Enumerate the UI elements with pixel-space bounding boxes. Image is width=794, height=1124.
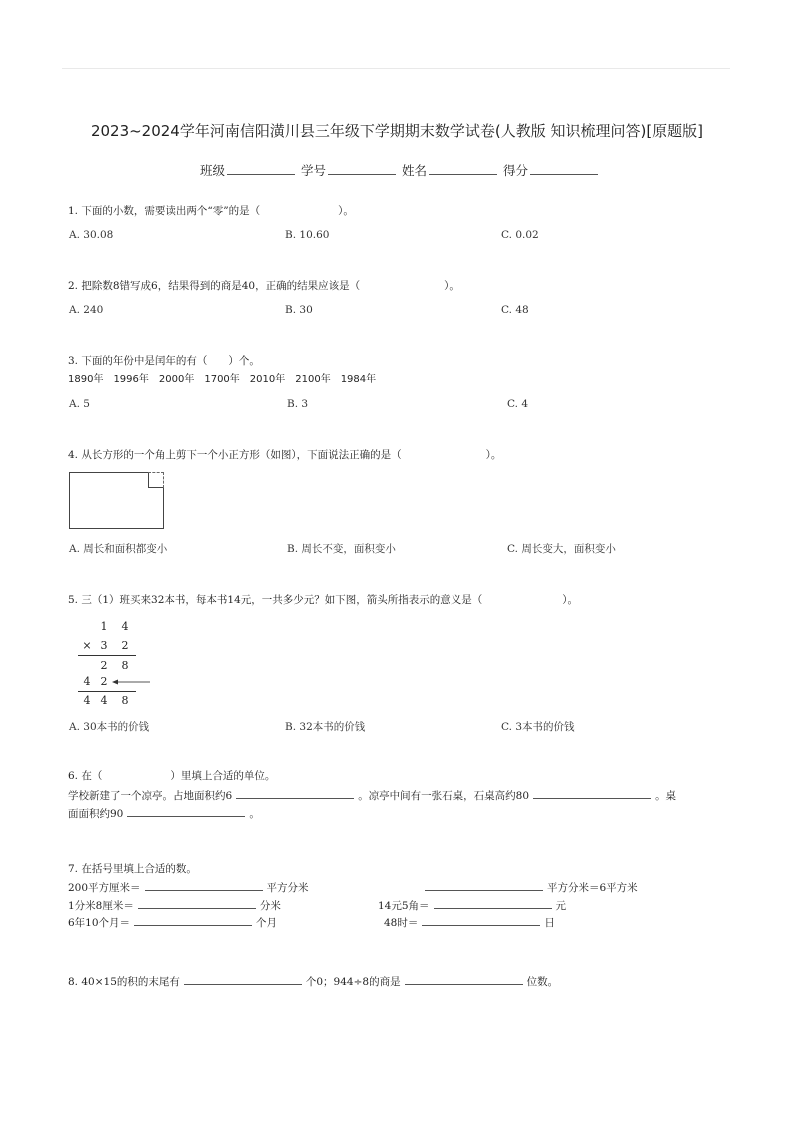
q4-option-b[interactable]: B. 周长不变，面积变小 (287, 543, 396, 555)
top-divider (62, 68, 730, 69)
arrow-icon (112, 678, 152, 686)
q7-blank-5[interactable] (134, 915, 252, 926)
q6-text-5: 。 (249, 808, 260, 820)
question-2-stem: 2. 把除数8错写成6，结果得到的商是40，正确的结果应该是（ (68, 280, 361, 292)
class-label: 班级 (200, 163, 226, 178)
q6-text-2: 。凉亭中间有一张石桌，石桌高约80 (358, 790, 530, 802)
q6-text-3: 。桌 (655, 790, 677, 802)
q5-option-c[interactable]: C. 3本书的价钱 (501, 721, 575, 733)
question-5-stem: 5. 三（1）班买来32本书，每本书14元，一共多少元？如下图，箭头所指表示的意义是（ (68, 594, 483, 606)
calc-digit: 4 (100, 694, 108, 707)
calc-digit: 1 (100, 620, 108, 633)
q7-text: 个月 (256, 917, 278, 929)
question-4-stem: 4. 从长方形的一个角上剪下一个小正方形（如图），下面说法正确的是（ (68, 449, 402, 461)
name-label: 姓名 (402, 163, 428, 178)
q8-text-1: 8. 40×15的积的末尾有 (68, 976, 180, 988)
number-label: 学号 (301, 163, 327, 178)
question-6-stem-2: ）里填上合适的单位。 (170, 770, 276, 782)
question-1-close: ）。 (338, 205, 354, 217)
question-2 (68, 279, 460, 293)
question-4 (68, 448, 501, 462)
question-7-stem: 7. 在括号里填上合适的数。 (68, 863, 197, 875)
q7-text: 日 (544, 917, 555, 929)
question-1 (68, 204, 354, 218)
q6-line-2 (68, 806, 260, 821)
q7-blank-3[interactable] (138, 898, 256, 909)
number-blank[interactable] (328, 163, 396, 175)
q6-text-1: 学校新建了一个凉亭。占地面积约6 (68, 790, 233, 802)
q7-text: 元 (555, 900, 567, 912)
q7-text: 1分米8厘米＝ (68, 900, 134, 912)
calc-line-2 (78, 691, 136, 692)
question-6-stem: 6. 在（ (68, 770, 103, 782)
removed-square-outline (148, 472, 164, 488)
calc-digit: 8 (121, 659, 129, 672)
q7-row-2-left (68, 898, 281, 913)
student-info-row (200, 161, 600, 179)
score-label: 得分 (503, 163, 529, 178)
q4-option-c[interactable]: C. 周长变大，面积变小 (507, 543, 616, 555)
q2-option-c[interactable]: C. 48 (501, 304, 529, 316)
question-8 (68, 974, 558, 989)
score-blank[interactable] (530, 163, 598, 175)
calc-digit: 4 (83, 675, 91, 688)
q7-blank-4[interactable] (434, 898, 552, 909)
q7-blank-6[interactable] (422, 915, 540, 926)
calc-digit: 2 (121, 639, 129, 652)
q6-line-1 (68, 788, 676, 803)
question-3-years: 1890年 1996年 2000年 1700年 2010年 2100年 1984年 (68, 374, 377, 385)
name-blank[interactable] (429, 163, 497, 175)
q7-text: 14元5角＝ (378, 900, 430, 912)
q8-blank-2[interactable] (405, 974, 523, 985)
q5-option-b[interactable]: B. 32本书的价钱 (285, 721, 366, 733)
q5-option-a[interactable]: A. 30本书的价钱 (69, 721, 150, 733)
q1-option-b[interactable]: B. 10.60 (285, 229, 330, 241)
q7-row-2-right (378, 898, 566, 913)
q3-option-b[interactable]: B. 3 (287, 398, 309, 410)
q7-text: 6年10个月＝ (68, 917, 131, 929)
q7-row-1-right (421, 880, 638, 895)
q7-text: 200平方厘米＝ (68, 882, 141, 894)
question-3-stem: 3. 下面的年份中是闰年的有（ ）个。 (68, 355, 260, 367)
calc-line-1 (78, 655, 136, 656)
q4-option-a[interactable]: A. 周长和面积都变小 (69, 543, 168, 555)
question-5-close: ）。 (562, 594, 579, 606)
q2-option-a[interactable]: A. 240 (69, 304, 104, 316)
q7-row-3-left (68, 915, 277, 930)
q6-blank-2[interactable] (533, 788, 651, 799)
calc-digit: 4 (83, 694, 91, 707)
q7-text: 48时＝ (384, 917, 419, 929)
q7-blank-1[interactable] (145, 880, 263, 891)
class-blank[interactable] (227, 163, 295, 175)
calc-digit: 4 (121, 620, 129, 633)
q6-text-4: 面面积约90 (68, 808, 124, 820)
q7-text: 平方分米 (266, 882, 309, 894)
q7-blank-2[interactable] (425, 880, 543, 891)
q7-text: 分米 (259, 900, 281, 912)
q8-text-3: 位数。 (526, 976, 559, 988)
q3-option-a[interactable]: A. 5 (69, 398, 90, 410)
q1-option-a[interactable]: A. 30.08 (69, 229, 114, 241)
q6-blank-3[interactable] (127, 806, 245, 817)
q7-text: 平方分米＝6平方米 (547, 882, 638, 894)
calc-digit: 8 (121, 694, 129, 707)
calc-digit: 3 (100, 639, 108, 652)
q1-option-c[interactable]: C. 0.02 (501, 229, 539, 241)
q8-blank-1[interactable] (184, 974, 302, 985)
calc-digit: 2 (100, 659, 108, 672)
q3-option-c[interactable]: C. 4 (507, 398, 529, 410)
q8-text-2: 个0；944÷8的商是 (305, 976, 401, 988)
question-4-close: ）。 (485, 449, 502, 461)
q7-row-3-right (384, 915, 555, 930)
page-title: 2023~2024学年河南信阳潢川县三年级下学期期末数学试卷(人教版 知识梳理问答)[原题版] (90, 122, 704, 140)
question-6 (68, 769, 275, 783)
question-5 (68, 593, 578, 607)
q2-option-b[interactable]: B. 30 (285, 304, 313, 316)
q6-blank-1[interactable] (236, 788, 354, 799)
q7-row-1-left (68, 880, 309, 895)
times-sign: × (82, 639, 92, 652)
question-2-close: ）。 (444, 280, 460, 292)
calc-digit: 2 (100, 675, 108, 688)
question-1-stem: 1. 下面的小数，需要读出两个“零”的是（ (68, 205, 261, 217)
